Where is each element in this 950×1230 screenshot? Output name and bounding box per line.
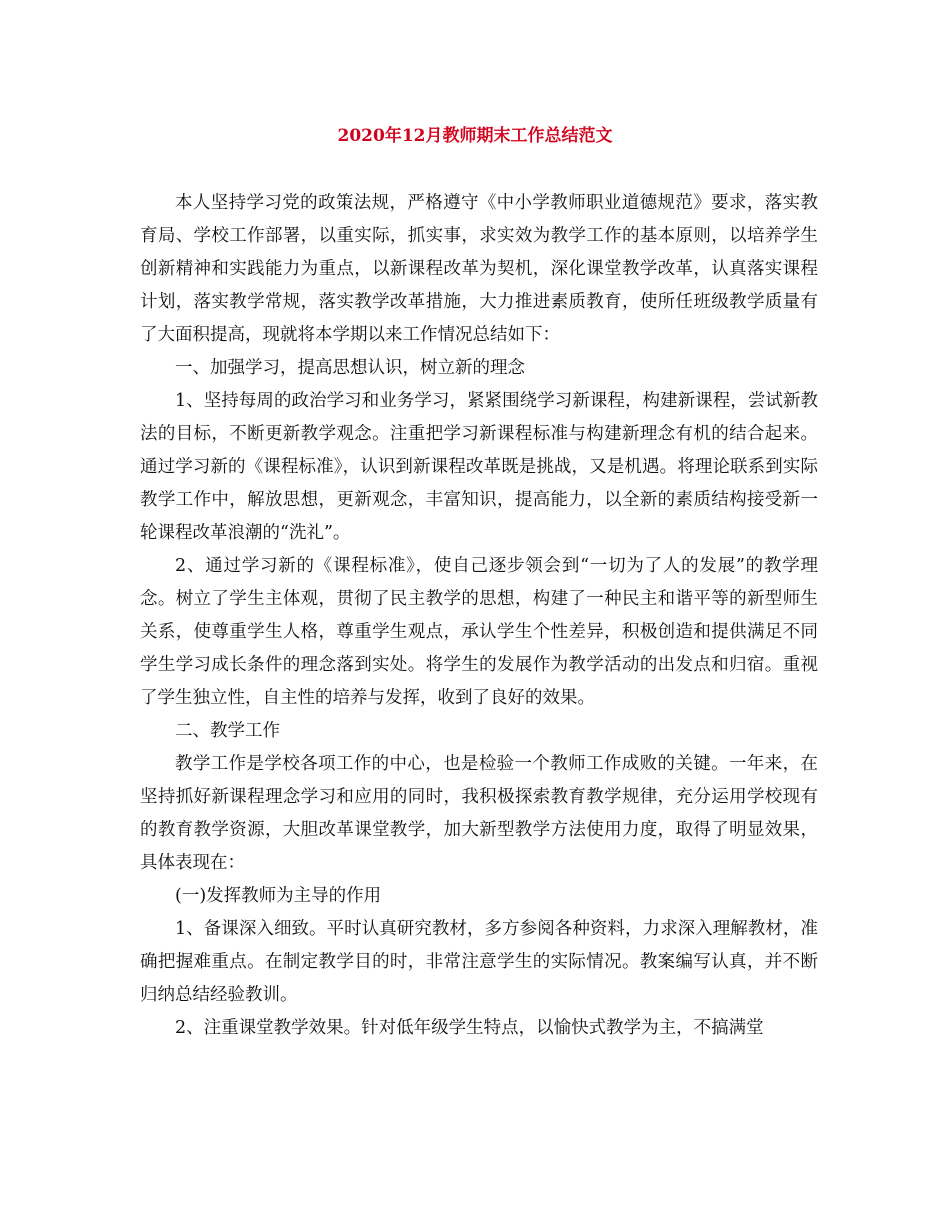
document-title: 2020年12月教师期末工作总结范文 — [337, 126, 613, 146]
paragraph-2-intro: 教学工作是学校各项工作的中心，也是检验一个教师工作成败的关键。一年来，在坚持抓好新课程理念学习和应用的同时，我积极探索教育教学规律，充分运用学校现有的教育教学资源，大胆改革课堂教学，加大新型教学方法使用力度，取得了明显效果，具体表现在： — [140, 754, 818, 873]
paragraph-2-1-2: 2、注重课堂教学效果。针对低年级学生特点，以愉快式教学为主，不搞满堂 — [175, 1018, 764, 1038]
document-body — [140, 187, 818, 1045]
paragraph-intro: 本人坚持学习党的政策法规，严格遵守《中小学教师职业道德规范》要求，落实教育局、学校工作部署，以重实际，抓实事，求实效为教学工作的基本原则，以培养学生创新精神和实践能力为重点，以新课程改革为契机，深化课堂教学改革，认真落实课程计划，落实教学常规，落实教学改革措施，大力推进素质教育，使所任班级教学质量有了大面积提高，现就将本学期以来工作情况总结如下： — [140, 193, 818, 345]
section-heading-2: 二、教学工作 — [175, 721, 280, 741]
paragraph-1-2: 2、通过学习新的《课程标准》，使自己逐步领会到“一切为了人的发展”的教学理念。树立了学生主体观，贯彻了民主教学的思想，构建了一种民主和谐平等的新型师生关系，使尊重学生人格，尊重学生观点，承认学生个性差异，积极创造和提供满足不同学生学习成长条件的理念落到实处。将学生的发展作为教学活动的出发点和归宿。重视了学生独立性，自主性的培养与发挥，收到了良好的效果。 — [140, 556, 818, 708]
paragraph-1-1: 1、坚持每周的政治学习和业务学习，紧紧围绕学习新课程，构建新课程，尝试新教法的目标，不断更新教学观念。注重把学习新课程标准与构建新理念有机的结合起来。通过学习新的《课程标准》，认识到新课程改革既是挑战，又是机遇。将理论联系到实际教学工作中，解放思想，更新观念，丰富知识，提高能力，以全新的素质结构接受新一轮课程改革浪潮的“洗礼”。 — [140, 391, 818, 543]
section-heading-1: 一、加强学习，提高思想认识，树立新的理念 — [175, 358, 525, 378]
paragraph-2-1-1: 1、备课深入细致。平时认真研究教材，多方参阅各种资料，力求深入理解教材，准确把握难重点。在制定教学目的时，非常注意学生的实际情况。教案编写认真，并不断归纳总结经验教训。 — [140, 919, 818, 1005]
subsection-heading-2-1: (一)发挥教师为主导的作用 — [175, 886, 382, 906]
